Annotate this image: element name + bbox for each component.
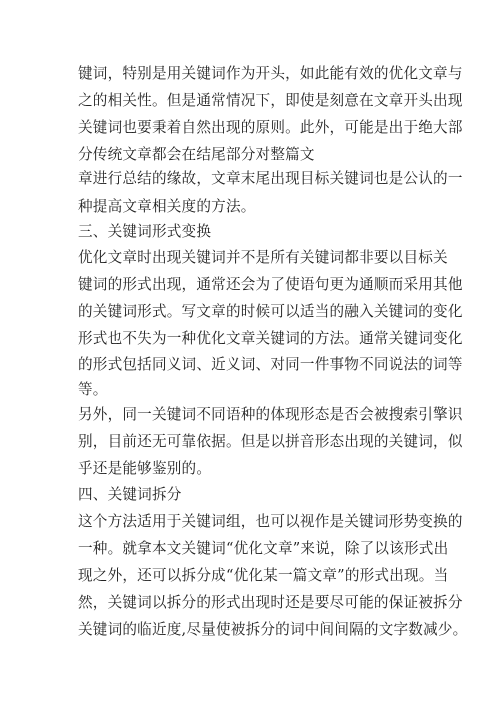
text-line: 乎还是能够鉴别的。 bbox=[78, 460, 212, 477]
text-line: 关键词也要秉着自然出现的原则。此外，可能是出于绝大部 bbox=[78, 119, 463, 136]
text-line: 别，目前还无可靠依据。但是以拼音形态出现的关键词，似 bbox=[78, 433, 463, 450]
text-line: 键词，特别是用关键词作为开头，如此能有效的优化文章与 bbox=[78, 65, 463, 82]
text-line: 另外，同一关键词不同语种的体现形态是否会被搜索引擎识 bbox=[78, 406, 463, 423]
text-line: 章进行总结的缘故，文章末尾出现目标关键词也是公认的一 bbox=[78, 170, 463, 187]
text-line: 这个方法适用于关键词组，也可以视作是关键词形势变换的 bbox=[78, 513, 463, 530]
text-line: 键词的形式出现，通常还会为了使语句更为通顺而采用其他 bbox=[78, 276, 463, 293]
text-line: 种提高文章相关度的方法。 bbox=[78, 198, 256, 215]
text-line: 等。 bbox=[78, 381, 108, 398]
text-line: 一种。就拿本文关键词“优化文章”来说，除了以该形式出 bbox=[78, 540, 449, 557]
section-heading: 四、关键词拆分 bbox=[78, 486, 182, 503]
text-line: 现之外，还可以拆分成“优化某一篇文章”的形式出现。当 bbox=[78, 567, 449, 584]
text-line: 之的相关性。但是通常情况下，即使是刻意在文章开头出现 bbox=[78, 92, 463, 109]
text-line: 分传统文章都会在结尾部分对整篇文 bbox=[78, 146, 315, 163]
text-line: 形式也不失为一种优化文章关键词的方法。通常关键词变化 bbox=[78, 330, 463, 347]
text-line: 关键词的临近度,尽量使被拆分的词中间间隔的文字数减少。 bbox=[78, 621, 468, 638]
text-line: 的形式包括同义词、近义词、对同一件事物不同说法的词等 bbox=[78, 356, 463, 373]
section-heading: 三、关键词形式变换 bbox=[78, 223, 212, 240]
text-line: 优化文章时出现关键词并不是所有关键词都非要以目标关 bbox=[78, 249, 448, 266]
text-line: 的关键词形式。写文章的时候可以适当的融入关键词的变化 bbox=[78, 303, 463, 320]
text-line: 然，关键词以拆分的形式出现时还是要尽可能的保证被拆分 bbox=[78, 594, 463, 611]
